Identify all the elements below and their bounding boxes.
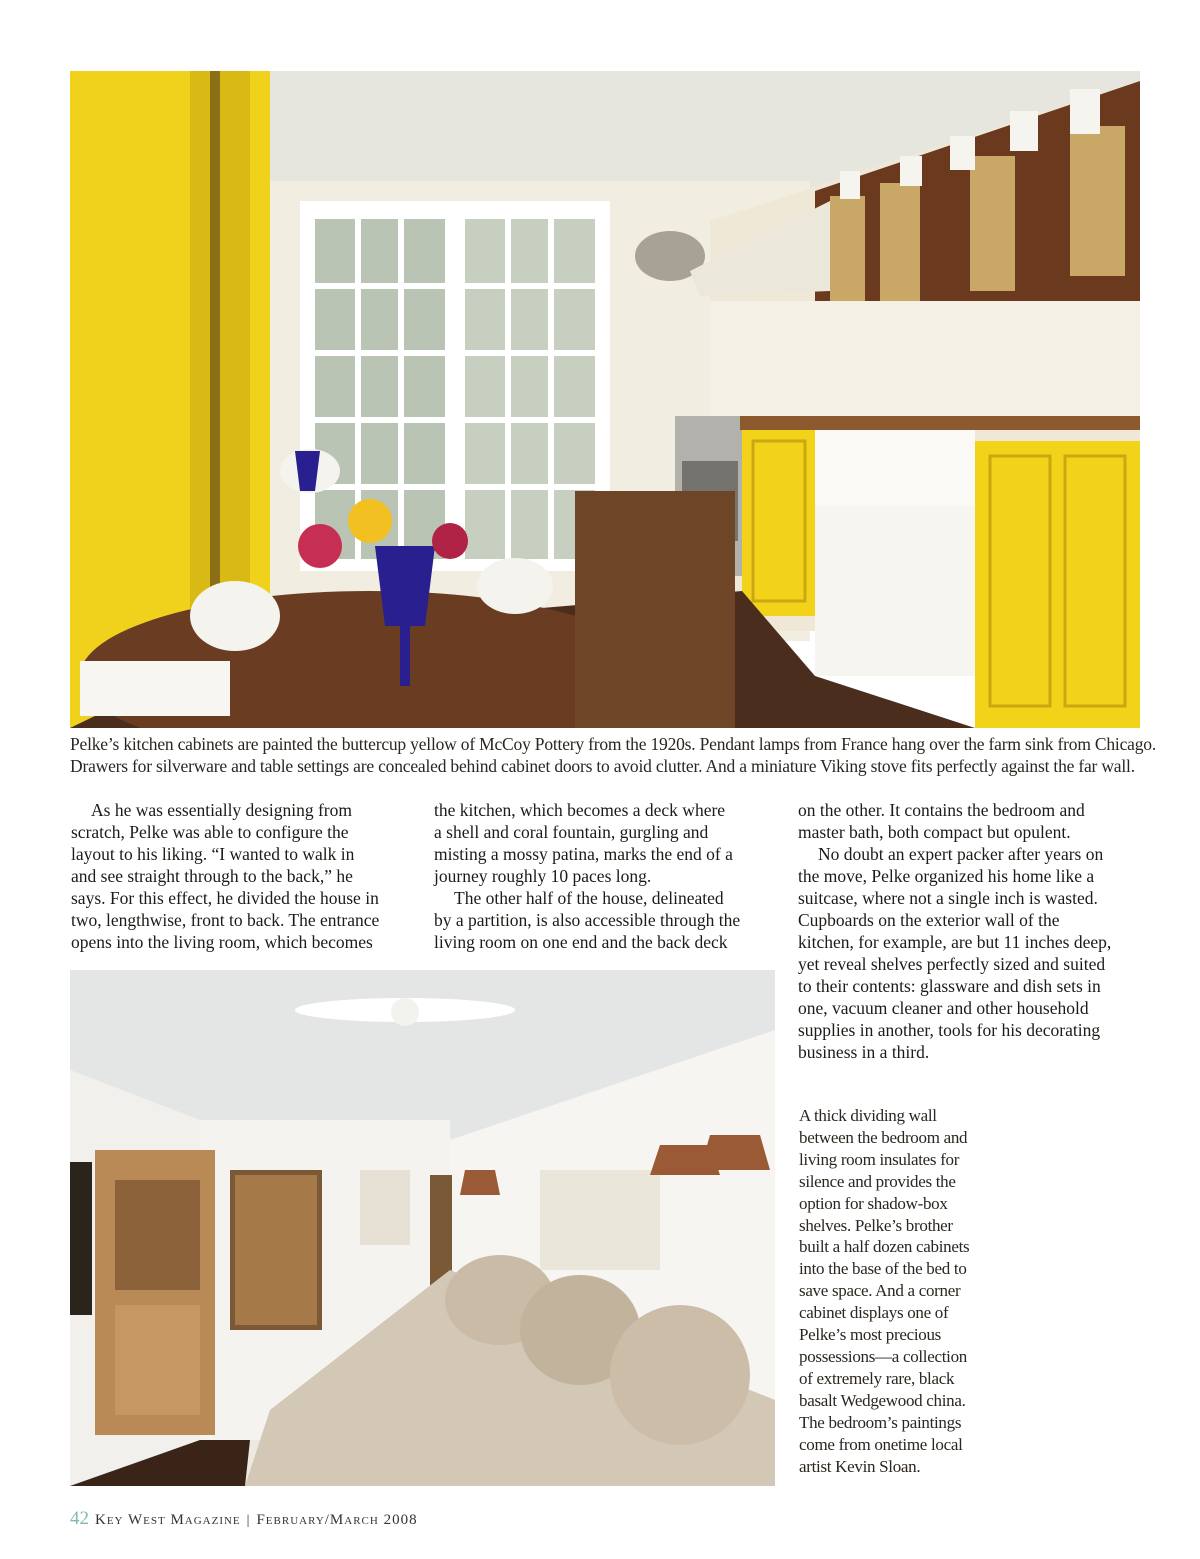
article-line: and see straight through to the back,” he <box>71 866 353 886</box>
kitchen-caption-line: Drawers for silverware and table settings are concealed behind cabinet doors to avoid clutter. And a miniature Viking stove fits perfectly against the far wall. <box>70 756 1135 776</box>
article-line: No doubt an expert packer after years on <box>818 844 1104 864</box>
bedroom-caption-line: built a half dozen cabinets <box>799 1237 970 1257</box>
bedroom-caption-line: Pelke’s most precious <box>799 1325 941 1345</box>
bedroom-caption-line: of extremely rare, black <box>799 1368 955 1388</box>
bedroom-photo <box>70 970 775 1486</box>
article-line: yet reveal shelves perfectly sized and suited <box>798 954 1106 974</box>
footer-separator: | <box>246 1513 251 1528</box>
article-line: a shell and coral fountain, gurgling and <box>434 822 709 842</box>
bedroom-caption-line: possessions—a collection <box>799 1346 967 1366</box>
article-line: layout to his liking. “I wanted to walk in <box>71 844 355 864</box>
article-line: business in a third. <box>798 1042 930 1062</box>
article-line: on the other. It contains the bedroom and <box>798 800 1085 820</box>
article-line: The other half of the house, delineated <box>454 888 724 908</box>
bedroom-caption-line: living room insulates for <box>799 1149 960 1169</box>
bedroom-caption-line: option for shadow-box <box>799 1193 948 1213</box>
article-line: kitchen, for example, are but 11 inches deep, <box>798 932 1112 952</box>
article-column-1 <box>71 799 416 953</box>
page-number: 42 <box>70 1508 89 1529</box>
article-line: by a partition, is also accessible through the <box>434 910 741 930</box>
bedroom-caption-line: shelves. Pelke’s brother <box>799 1215 953 1235</box>
bedroom-caption-line: save space. And a corner <box>799 1281 961 1301</box>
article-line: As he was essentially designing from <box>91 800 352 820</box>
article-line: to their contents: glassware and dish sets in <box>798 976 1101 996</box>
article-line: two, lengthwise, front to back. The entrance <box>71 910 380 930</box>
bedroom-caption-line: cabinet displays one of <box>799 1303 949 1323</box>
bedroom-caption-line: The bedroom’s paintings <box>799 1412 962 1432</box>
bedroom-caption-line: between the bedroom and <box>799 1127 968 1147</box>
article-column-2 <box>434 799 779 953</box>
article-line: master bath, both compact but opulent. <box>798 822 1071 842</box>
article-line: the move, Pelke organized his home like a <box>798 866 1095 886</box>
issue-date: February/March 2008 <box>256 1512 418 1528</box>
bedroom-caption-line: into the base of the bed to <box>799 1259 967 1279</box>
bedroom-caption-line: come from onetime local <box>799 1434 963 1454</box>
bedroom-caption-line: basalt Wedgewood china. <box>799 1390 966 1410</box>
article-line: suitcase, where not a single inch is wasted. <box>798 888 1098 908</box>
kitchen-caption-line: Pelke’s kitchen cabinets are painted the buttercup yellow of McCoy Pottery from the 1920s. Pendant lamps from France hang over the farm sink from Chicago. <box>70 734 1156 754</box>
article-line: misting a mossy patina, marks the end of a <box>434 844 733 864</box>
kitchen-photo <box>70 71 1140 728</box>
article-line: supplies in another, tools for his decorating <box>798 1020 1101 1040</box>
article-line: Cupboards on the exterior wall of the <box>798 910 1060 930</box>
article-line: opens into the living room, which becomes <box>71 932 373 952</box>
article-line: says. For this effect, he divided the house in <box>71 888 379 908</box>
article-line: journey roughly 10 paces long. <box>434 866 652 886</box>
kitchen-caption <box>70 733 1156 777</box>
article-line: living room on one end and the back deck <box>434 932 728 952</box>
bedroom-caption-line: silence and provides the <box>799 1171 956 1191</box>
bedroom-caption <box>799 1105 999 1477</box>
page-footer <box>70 1508 418 1530</box>
article-line: scratch, Pelke was able to configure the <box>71 822 349 842</box>
article-line: one, vacuum cleaner and other household <box>798 998 1089 1018</box>
article-column-3 <box>798 799 1143 1063</box>
article-line: the kitchen, which becomes a deck where <box>434 800 726 820</box>
publication-name: Key West Magazine <box>95 1512 241 1528</box>
bedroom-caption-line: artist Kevin Sloan. <box>799 1456 921 1476</box>
bedroom-caption-line: A thick dividing wall <box>799 1106 937 1125</box>
